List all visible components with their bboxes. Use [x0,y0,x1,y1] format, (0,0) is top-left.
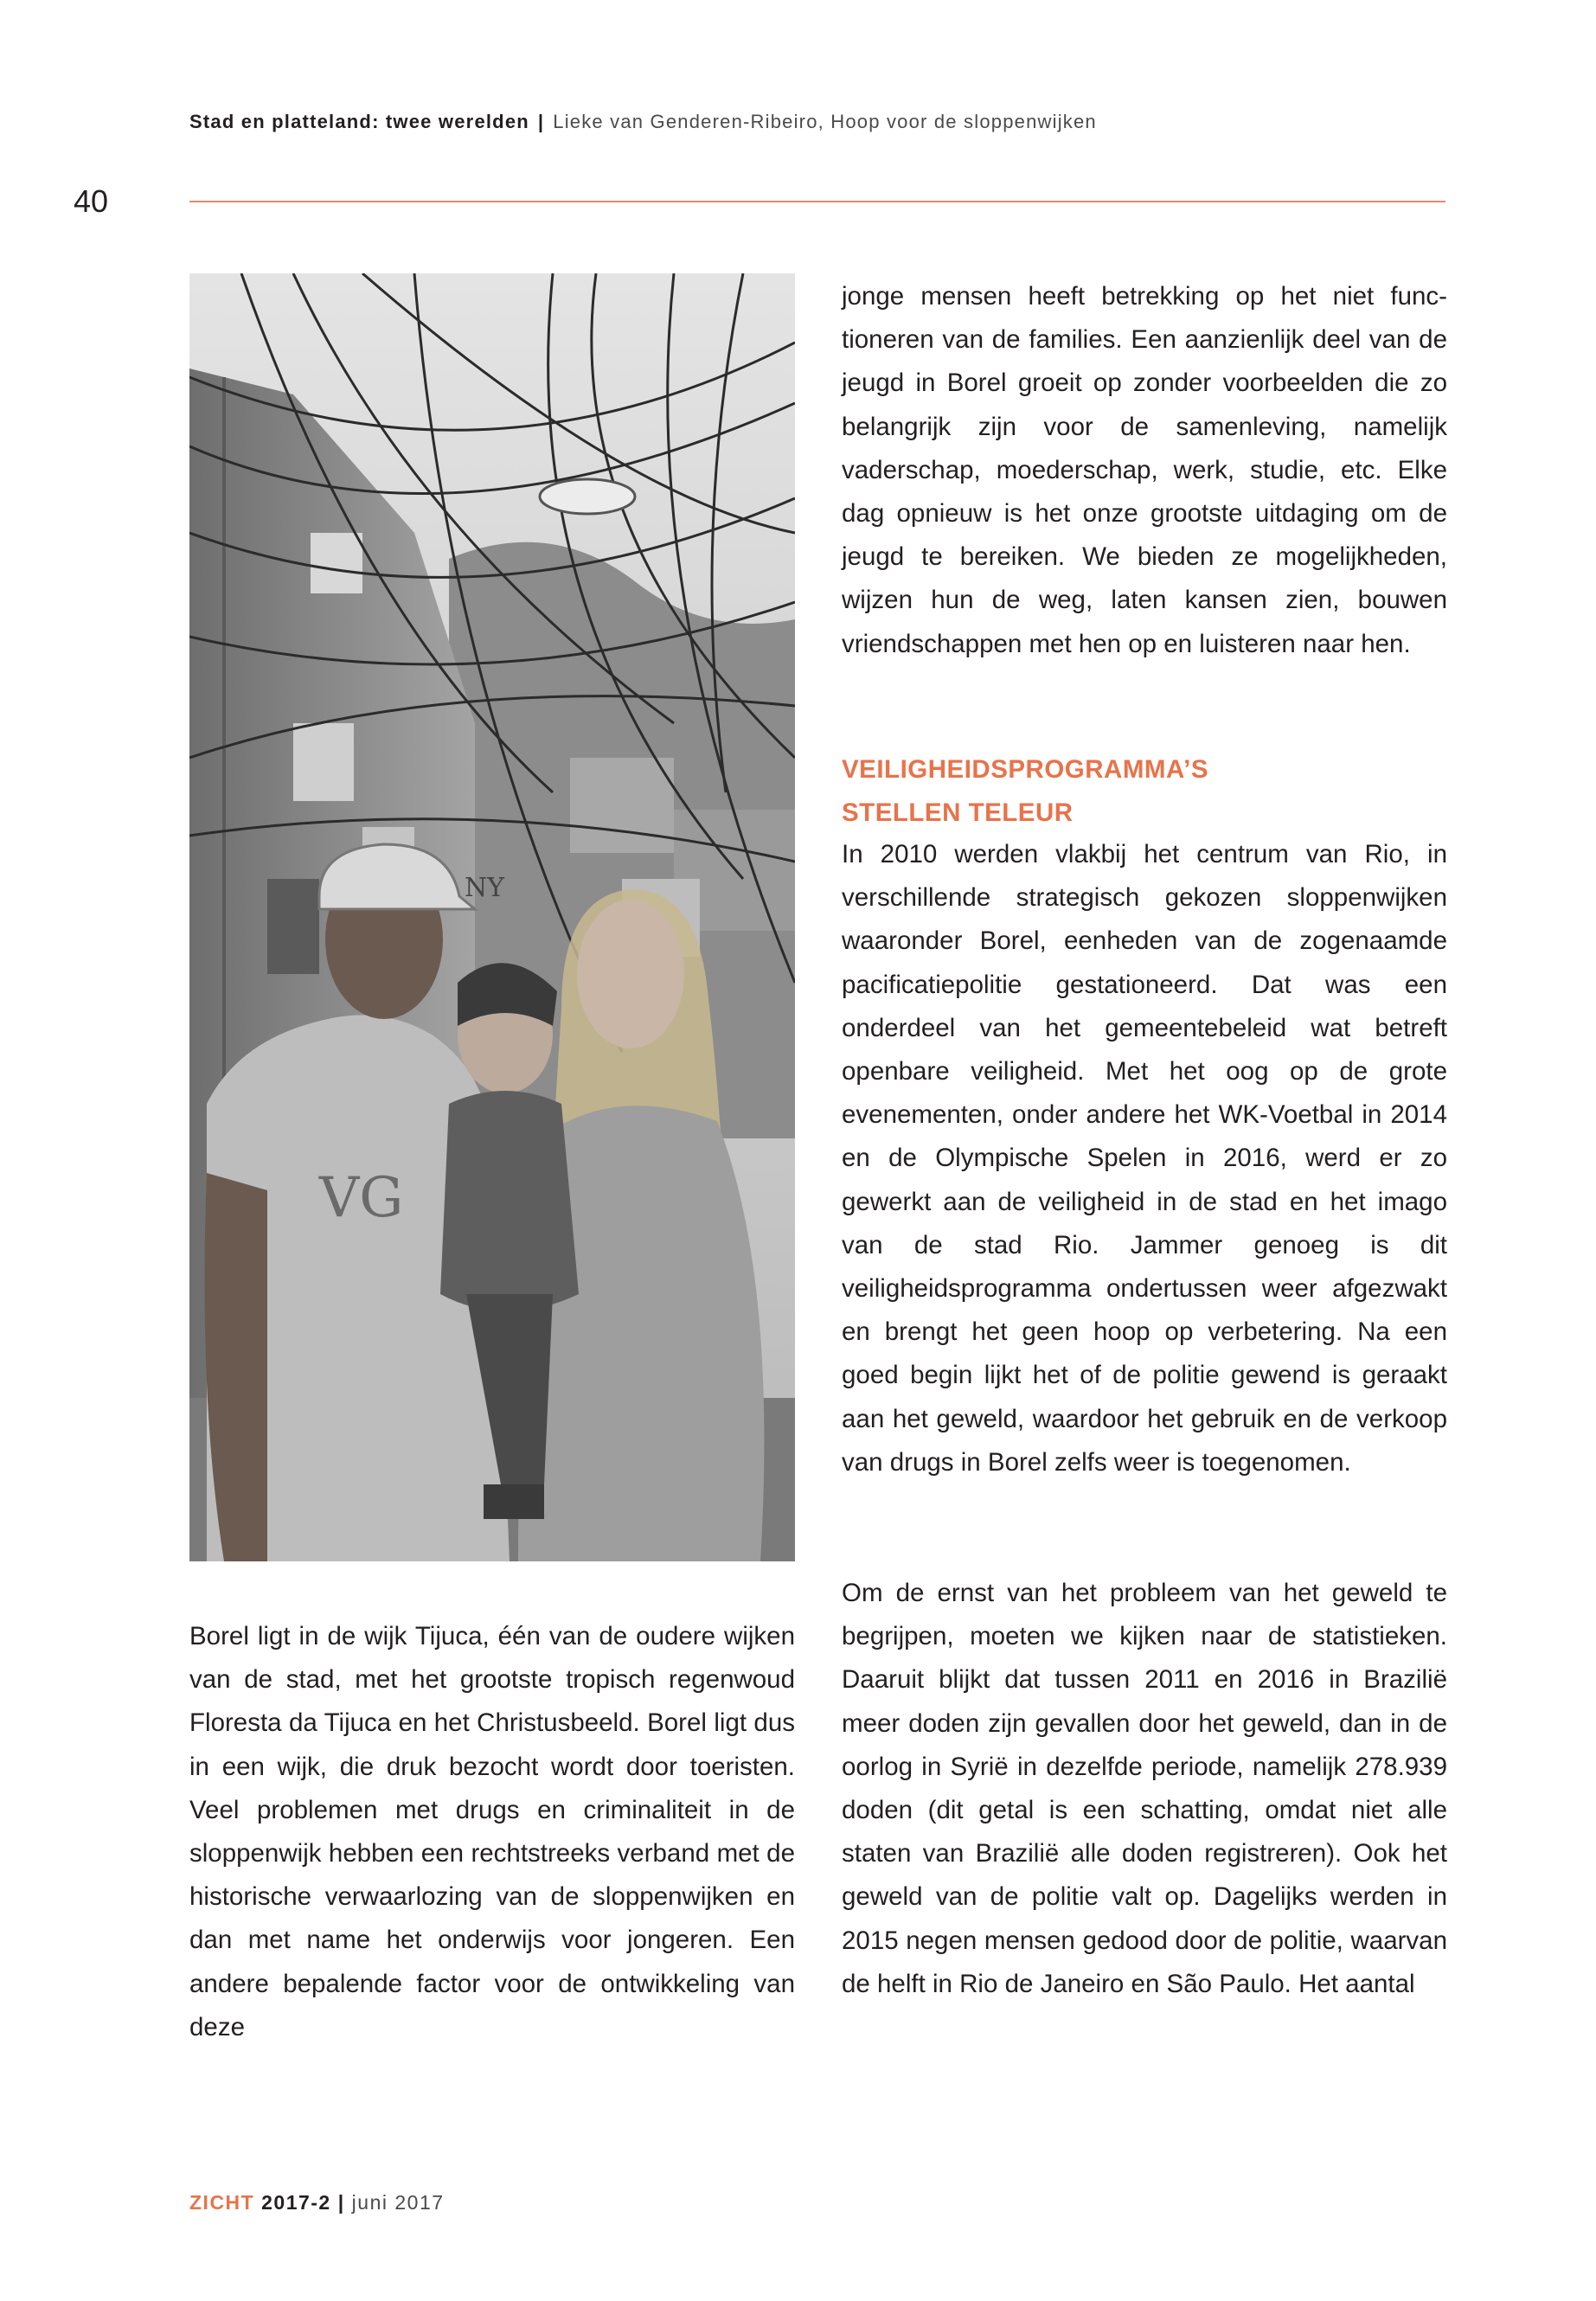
right-column-paragraph-middle: In 2010 werden vlakbij het centrum van Rio, in verschillende strategisch gekozen sloppenwijken waaronder Borel, eenheden van de zogenaamde pacificatiepolitie gestationeerd. Dat was een onderdeel van het gemeentebeleid wat betreft openbare veiligheid. Met het oog op de grote evenementen, onder andere het WK-Voetbal in 2014 en de Olympische Spelen in 2016, werd er zo gewerkt aan de veiligheid in de stad en het imago van de stad Rio. Jammer genoeg is dit veiligheidsprogramma ondertussen weer afgezwakt en brengt het geen hoop op verbetering. Na een goed begin lijkt het of de politie gewend is geraakt aan het geweld, waardoor het gebruik en de verkoop van drugs in Borel zelfs weer is toegenomen. [842,840,1447,1477]
page-footer [189,2191,445,2214]
photo-family-favela [189,273,795,1561]
page-number: 40 [74,183,109,219]
header-separator: | [537,111,545,132]
section-heading-line-2: STELLEN TELEUR [842,798,1074,827]
footer-issue: 2017-2 [261,2191,331,2214]
section-heading [842,748,1447,835]
right-column-paragraph-bottom: Om de ernst van het probleem van het geweld te begrijpen, moeten we kijken naar de statistieken. Daaruit blijkt dat tussen 2011 en 2016 in Brazilië meer doden zijn gevallen door het geweld, dan in de oorlog in Syrië in dezelfde periode, namelijk 278.939 doden (dit getal is een schatting, omdat niet alle staten van Brazilië alle doden registreren). Ook het geweld van de politie valt op. Dagelijks werden in 2015 negen mensen gedood door de politie, waarvan de helft in Rio de Janeiro en São Paulo. Het aantal [842,1579,1447,1998]
cap-lettering: NY [465,873,505,903]
header-author-title: Lieke van Genderen-Ribeiro, Hoop voor de sloppenwijken [553,111,1097,132]
section-heading-line-1: VEILIGHEIDSPROGRAMMA’S [842,755,1209,784]
footer-date: juni 2017 [351,2191,445,2214]
right-column-paragraph-top: jonge mensen heeft betrekking op het niet functioneren van de families. Een aanzienlijk deel van de jeugd in Borel groeit op zonder voorbeelden die zo belangrijk zijn voor de samenleving, namelijk vaderschap, moederschap, werk, studie, etc. Elke dag opnieuw is het onze grootste uitdaging om de jeugd te bereiken. We bieden ze mogelijkheden, wijzen hun de weg, laten kansen zien, bouwen vriendschappen met hen op en luisteren naar hen. [842,282,1447,658]
header-section-title: Stad en platteland: twee werelden [189,111,529,132]
header-rule [189,201,1445,202]
running-header [189,111,1444,133]
footer-separator: | [337,2191,345,2214]
left-column-paragraph: Borel ligt in de wijk Tijuca, één van de oudere wijken van de stad, met het grootste tropisch regenwoud Floresta da Tijuca en het Christusbeeld. Borel ligt dus in een wijk, die druk bezocht wordt door toeristen. Veel problemen met drugs en criminaliteit in de sloppenwijk hebben een rechtstreeks verband met de historische verwaarlozing van de sloppenwijken en dan met name het onderwijs voor jongeren. Een andere bepalende factor voor de ontwikkeling van deze [189,1622,795,2041]
footer-brand: ZICHT [189,2191,255,2214]
shirt-lettering: VG [319,1166,404,1230]
